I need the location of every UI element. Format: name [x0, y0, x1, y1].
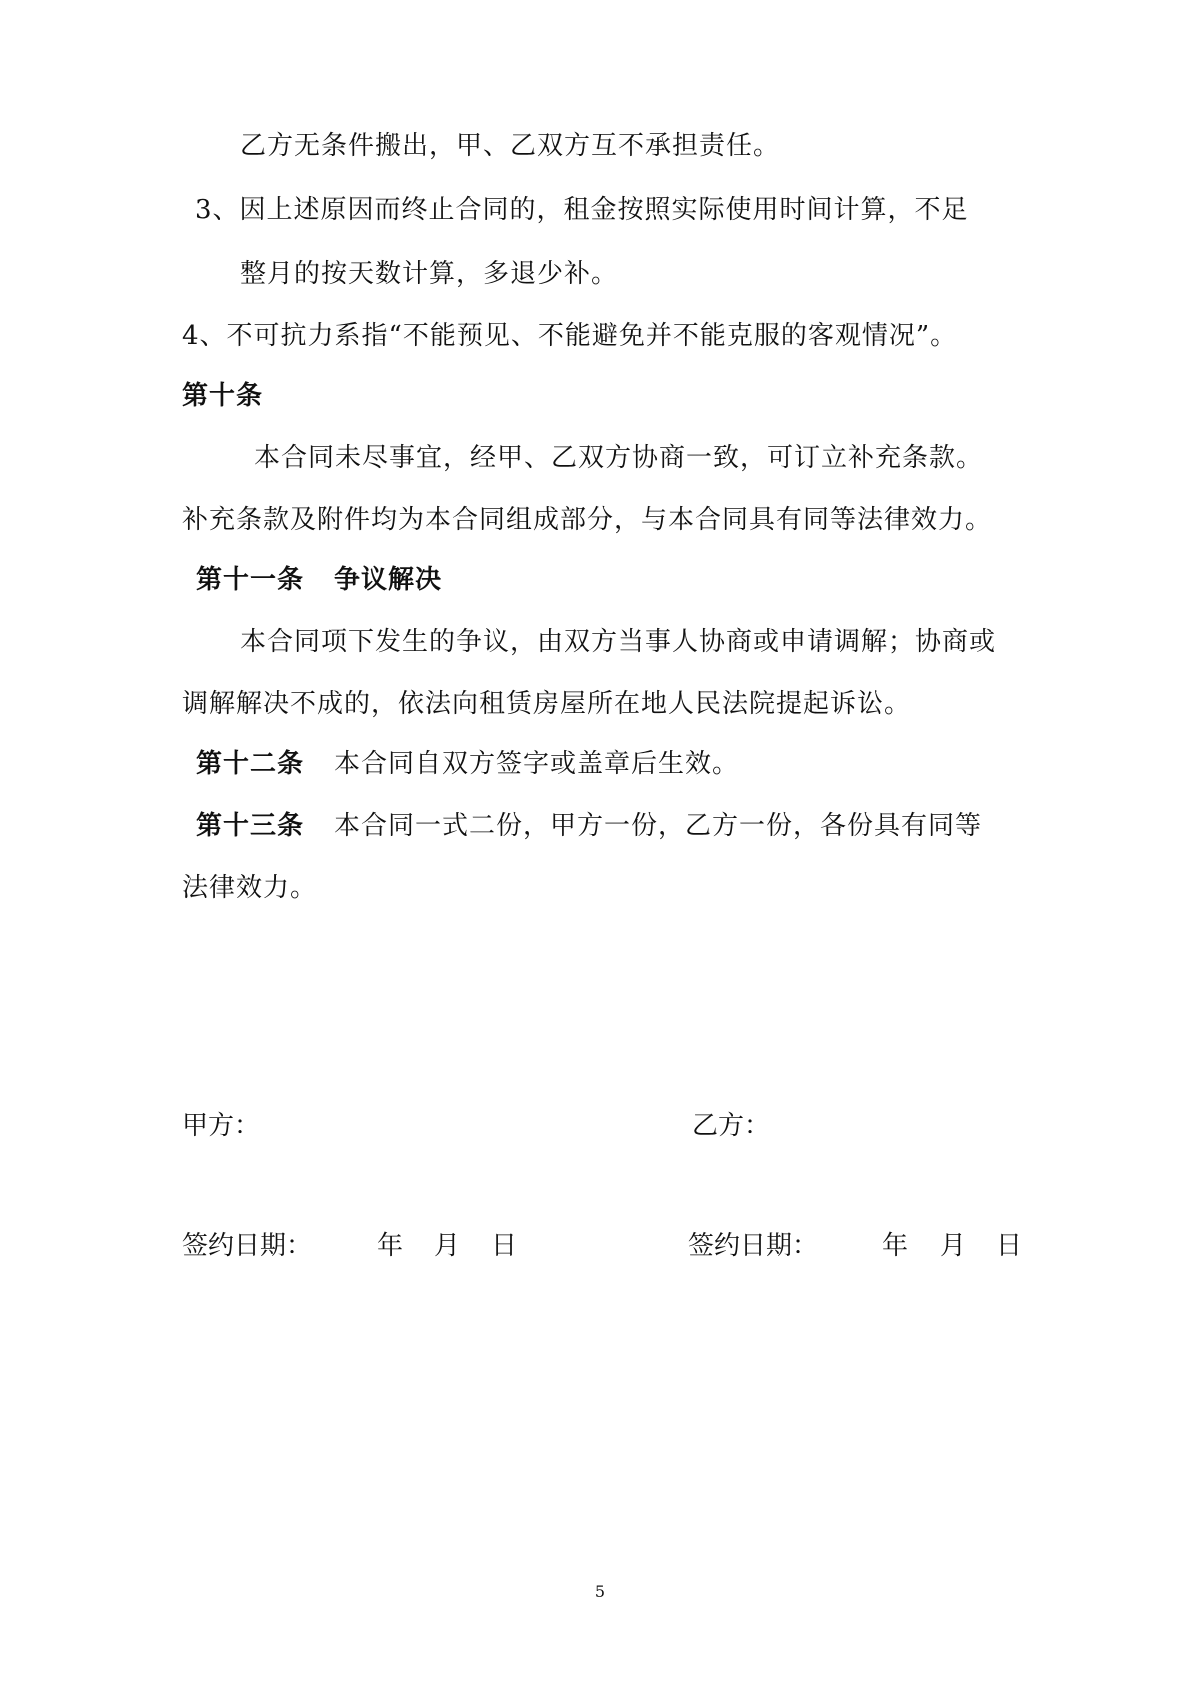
article-12-row [196, 746, 739, 782]
party-a-month: 月 [434, 1231, 461, 1261]
article-12-heading: 第十二条 [196, 749, 305, 779]
article-11-line: 调解解决不成的，依法向租赁房屋所在地人民法院提起诉讼。 [182, 689, 912, 719]
article-13-heading: 第十三条 [196, 811, 305, 841]
party-b-label: 乙方： [692, 1111, 771, 1141]
party-b-date-label: 签约日期： [688, 1231, 819, 1261]
article-11-subheading: 争议解决 [334, 565, 443, 595]
clause-line: 乙方无条件搬出，甲、乙双方互不承担责任。 [240, 131, 781, 161]
article-13-line: 法律效力。 [182, 873, 318, 903]
clause-line: 3、因上述原因而终止合同的，租金按照实际使用时间计算，不足 [195, 195, 969, 225]
party-a-label: 甲方： [182, 1111, 261, 1141]
article-13-text: 本合同一式二份，甲方一份，乙方一份，各份具有同等 [334, 811, 983, 841]
article-10-line: 补充条款及附件均为本合同组成部分，与本合同具有同等法律效力。 [182, 505, 993, 535]
article-13-row [196, 808, 982, 844]
party-a-year: 年 [377, 1231, 404, 1261]
article-11-line: 本合同项下发生的争议，由双方当事人协商或申请调解；协商或 [240, 627, 997, 657]
party-b-month: 月 [940, 1231, 967, 1261]
party-a-day: 日 [491, 1231, 518, 1261]
article-10-heading: 第十条 [182, 381, 264, 411]
party-b-day: 日 [996, 1231, 1023, 1261]
party-a-date-label: 签约日期： [182, 1231, 313, 1261]
party-b-year: 年 [882, 1231, 909, 1261]
article-11-heading: 第十一条 [196, 565, 305, 595]
clause-line: 4、不可抗力系指“不能预见、不能避免并不能克服的客观情况”。 [182, 321, 958, 351]
article-12-text: 本合同自双方签字或盖章后生效。 [334, 749, 740, 779]
page-number: 5 [594, 1582, 606, 1601]
clause-line: 整月的按天数计算，多退少补。 [240, 259, 619, 289]
article-10-line: 本合同未尽事宜，经甲、乙双方协商一致，可订立补充条款。 [254, 443, 984, 473]
article-11-heading-row [196, 562, 442, 598]
